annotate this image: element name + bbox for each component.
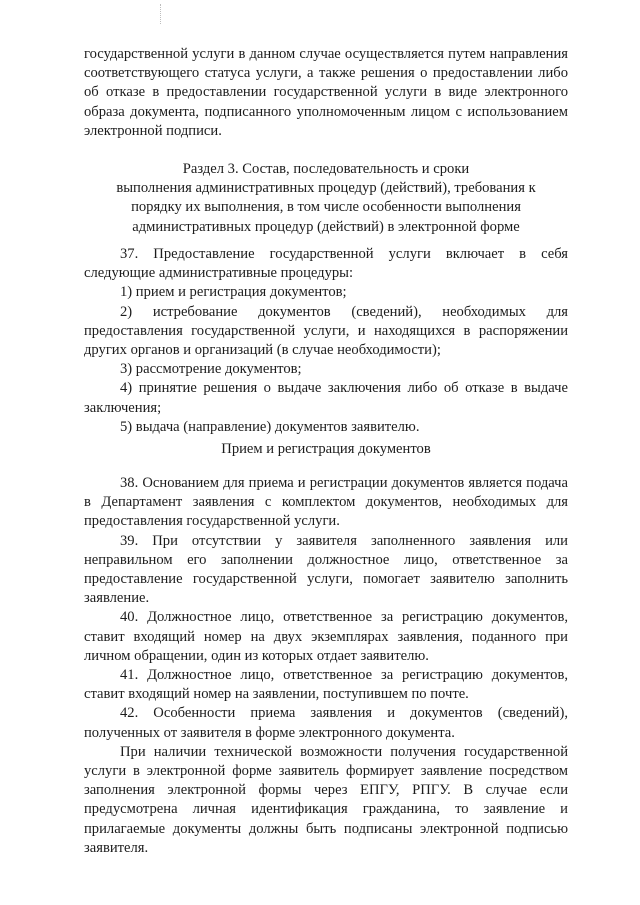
paragraph-39: 39. При отсутствии у заявителя заполненного заявления или неправильном его заполнении должностное лицо, ответственное за предоставление государственной услуги, помогает заявителю заполнить заявление. (84, 532, 568, 607)
paragraph-40: 40. Должностное лицо, ответственное за регистрацию документов, ставит входящий номер на двух экземплярах заявления, поданного при личном обращении, один из которых отдает заявителю. (84, 609, 568, 664)
items-38-42-block (84, 474, 568, 858)
section-heading (84, 160, 568, 237)
paragraph-37: 37. Предоставление государственной услуги включает в себя следующие административные процедуры: (84, 246, 568, 282)
section-heading-line-1: Раздел 3. Состав, последовательность и сроки (182, 161, 470, 177)
subheading: Прием и регистрация документов (221, 441, 431, 457)
section-heading-line-2: выполнения административных процедур (действий), требования к (116, 180, 536, 197)
procedure-item-4: 4) принятие решения о выдаче заключения либо об отказе в выдаче заключения; (84, 380, 568, 416)
section-heading-line-4: административных процедур (действий) в электронной форме (132, 218, 520, 235)
paragraph-42-continuation: При наличии технической возможности получения государственной услуги в электронной форме заявитель формирует заявление посредством заполнения электронной формы через ЕПГУ, РПГУ. В случае если предусмотрена личная идентификация гражданина, то заявление и прилагаемые документы должны быть подписаны электронной подписью заявителя. (84, 743, 568, 856)
intro-paragraph: государственной услуги в данном случае осуществляется путем направления соответствующего статуса услуги, а также решения о предоставлении либо об отказе в предоставлении государственной услуги в виде электронного образа документа, подписанного уполномоченным лицом с использованием электронной подписи. (84, 46, 568, 139)
procedure-item-2: 2) истребование документов (сведений), необходимых для предоставления государственной услуги, и находящихся в распоряжении других органов и организаций (в случае необходимости); (84, 303, 568, 359)
procedure-item-5: 5) выдача (направление) документов заявителю. (120, 418, 420, 435)
scan-artifact (160, 4, 162, 24)
paragraph-38: 38. Основанием для приема и регистрации документов является подача в Департамент заявления с комплектом документов, необходимых для предоставления государственной услуги. (84, 475, 568, 530)
section-heading-line-3: порядку их выполнения, в том числе особенности выполнения (131, 199, 521, 216)
paragraph-41: 41. Должностное лицо, ответственное за регистрацию документов, ставит входящий номер на заявлении, поступившем по почте. (84, 667, 568, 703)
procedure-item-1: 1) прием и регистрация документов; (120, 284, 347, 301)
procedure-item-3: 3) рассмотрение документов; (120, 361, 302, 378)
paragraph-42: 42. Особенности приема заявления и документов (сведений), полученных от заявителя в форме электронного документа. (84, 705, 568, 741)
intro-block (84, 45, 568, 141)
item-37-block (84, 245, 568, 437)
